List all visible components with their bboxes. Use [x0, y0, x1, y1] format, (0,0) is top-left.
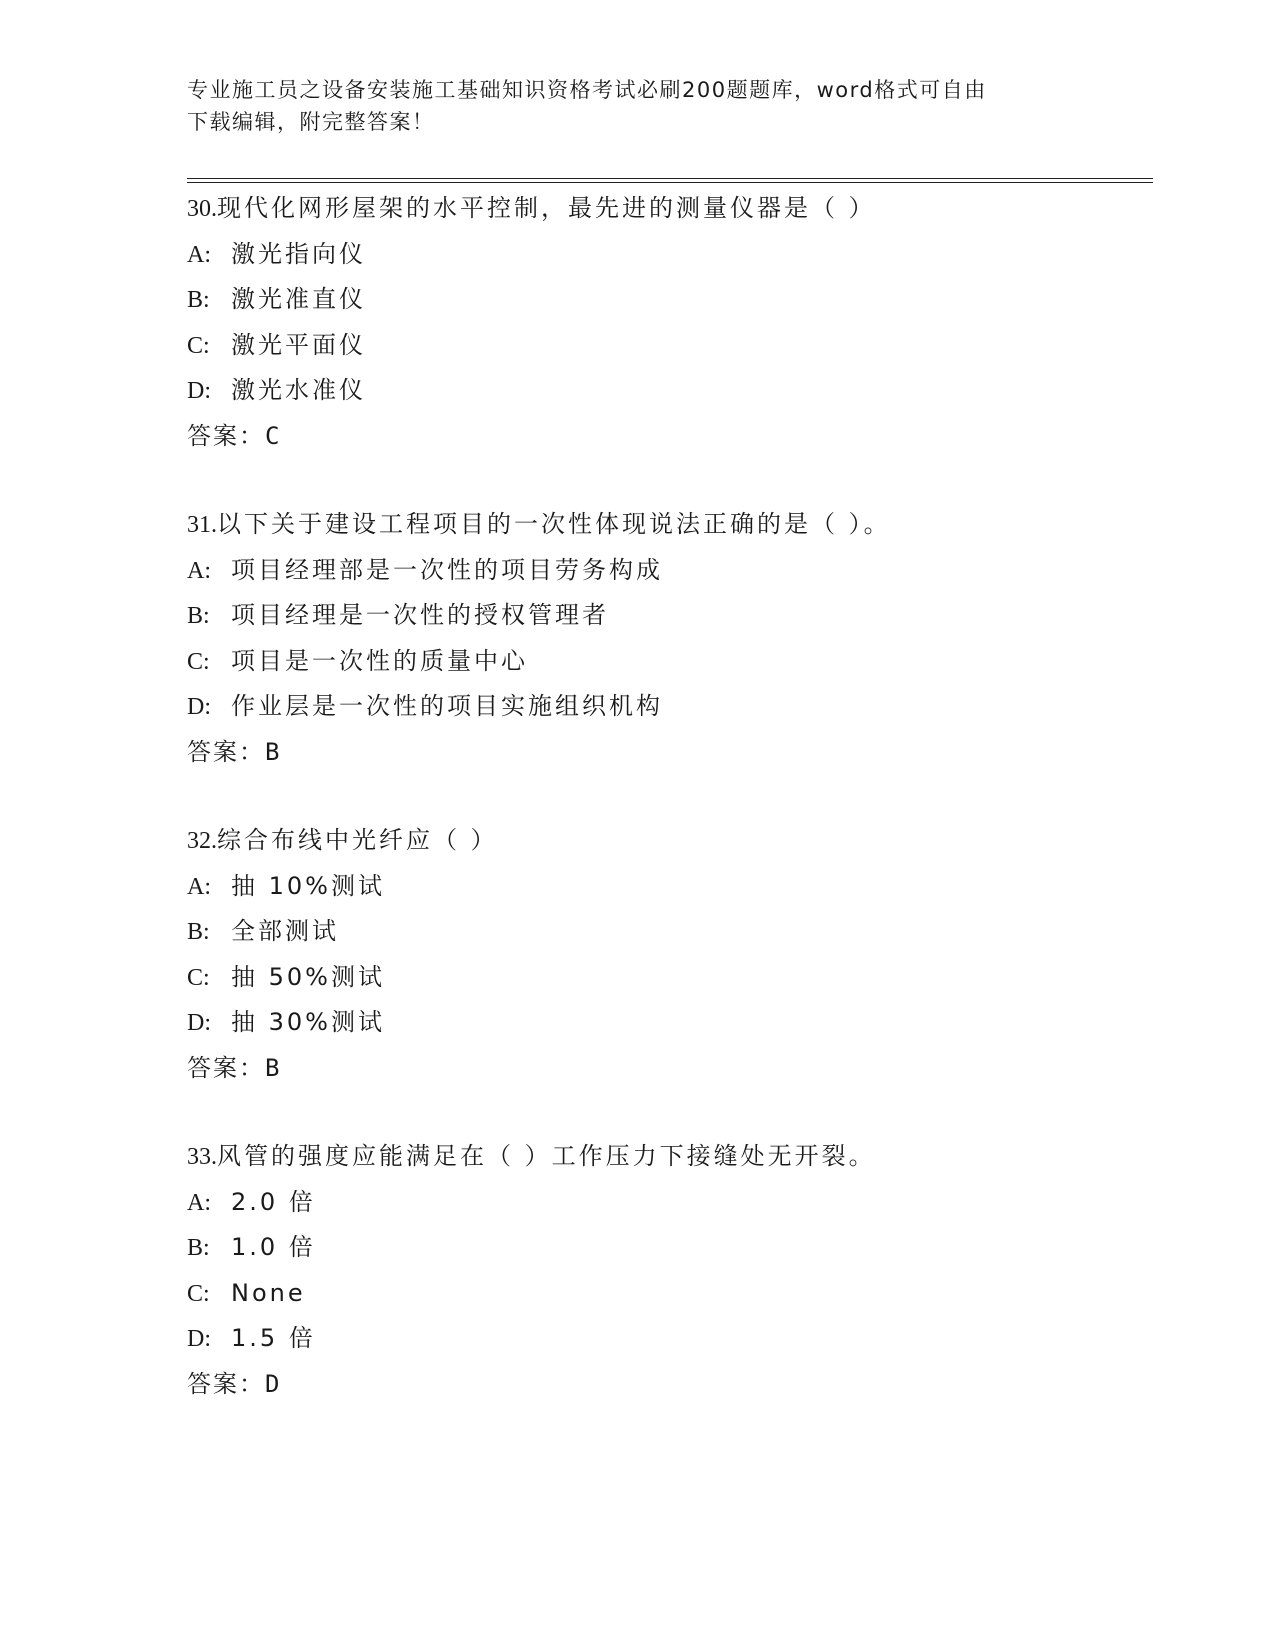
question-text: 现代化网形屋架的水平控制，最先进的测量仪器是（ ）: [217, 194, 876, 222]
option-c: [187, 323, 1147, 369]
header-line-2: 下载编辑，附完整答案！: [187, 110, 435, 134]
header-divider-top: [187, 178, 1153, 179]
option-b: [187, 593, 1147, 639]
option-d: [187, 368, 1147, 414]
option-a: [187, 548, 1147, 594]
question-text: 风管的强度应能满足在（ ）工作压力下接缝处无开裂。: [217, 1142, 876, 1170]
option-d: [187, 1316, 1147, 1362]
answer-label: 答案：: [187, 421, 265, 450]
question-number: 30.: [187, 196, 217, 222]
option-letter: A:: [187, 241, 211, 268]
option-b: [187, 909, 1147, 955]
question-block: [187, 186, 1147, 459]
option-letter: D:: [187, 1010, 211, 1036]
option-text: 激光指向仪: [231, 239, 366, 268]
question-stem: [187, 186, 1147, 232]
document-header: [187, 74, 1087, 138]
question-stem: [187, 502, 1147, 548]
answer-label: 答案：: [187, 1053, 265, 1082]
option-letter: B:: [187, 1235, 210, 1261]
option-a: [187, 232, 1147, 278]
option-text: 项目经理是一次性的授权管理者: [231, 601, 609, 629]
option-b: [187, 277, 1147, 323]
option-letter: B:: [187, 287, 210, 313]
header-divider-bottom: [187, 182, 1153, 183]
option-letter: D:: [187, 1326, 211, 1352]
option-text: 抽 10%测试: [231, 871, 385, 900]
option-text: 项目经理部是一次性的项目劳务构成: [231, 555, 663, 584]
answer-label: 答案：: [187, 1369, 265, 1398]
answer-value: B: [265, 737, 282, 766]
option-letter: C:: [187, 648, 210, 675]
option-text: 1.5 倍: [231, 1324, 316, 1352]
question-block: [187, 502, 1147, 775]
question-number: 33.: [187, 1144, 217, 1170]
header-line-1: 专业施工员之设备安装施工基础知识资格考试必刷200题题库，word格式可自由: [187, 78, 987, 102]
option-text: 项目是一次性的质量中心: [231, 646, 528, 675]
option-text: 激光平面仪: [231, 330, 366, 359]
option-b: [187, 1225, 1147, 1271]
option-letter: C:: [187, 1280, 210, 1307]
option-a: [187, 1180, 1147, 1226]
question-number: 32.: [187, 828, 217, 854]
answer-label: 答案：: [187, 737, 265, 766]
question-number: 31.: [187, 512, 217, 538]
option-letter: B:: [187, 603, 210, 629]
option-text: None: [231, 1278, 306, 1307]
option-a: [187, 864, 1147, 910]
option-letter: D:: [187, 694, 211, 720]
option-text: 抽 30%测试: [231, 1008, 385, 1036]
option-text: 激光水准仪: [231, 376, 366, 404]
option-letter: C:: [187, 332, 210, 359]
option-d: [187, 684, 1147, 730]
answer-line: [187, 1362, 1147, 1408]
question-text: 综合布线中光纤应（ ）: [217, 826, 498, 854]
option-letter: C:: [187, 964, 210, 991]
option-letter: D:: [187, 378, 211, 404]
option-text: 作业层是一次性的项目实施组织机构: [231, 692, 663, 720]
option-d: [187, 1000, 1147, 1046]
option-c: [187, 1271, 1147, 1317]
option-text: 激光准直仪: [231, 285, 366, 313]
question-block: [187, 818, 1147, 1091]
option-text: 全部测试: [231, 917, 339, 945]
option-letter: A:: [187, 873, 211, 900]
option-c: [187, 639, 1147, 685]
option-letter: A:: [187, 557, 211, 584]
option-letter: A:: [187, 1189, 211, 1216]
option-c: [187, 955, 1147, 1001]
question-text: 以下关于建设工程项目的一次性体现说法正确的是（ ）。: [217, 510, 891, 538]
answer-value: D: [265, 1369, 282, 1398]
option-text: 抽 50%测试: [231, 962, 385, 991]
answer-value: B: [265, 1053, 282, 1082]
question-stem: [187, 818, 1147, 864]
option-text: 2.0 倍: [231, 1187, 316, 1216]
answer-value: C: [265, 421, 282, 450]
option-text: 1.0 倍: [231, 1233, 316, 1261]
option-letter: B:: [187, 919, 210, 945]
answer-line: [187, 414, 1147, 460]
question-block: [187, 1134, 1147, 1407]
answer-line: [187, 730, 1147, 776]
answer-line: [187, 1046, 1147, 1092]
question-stem: [187, 1134, 1147, 1180]
